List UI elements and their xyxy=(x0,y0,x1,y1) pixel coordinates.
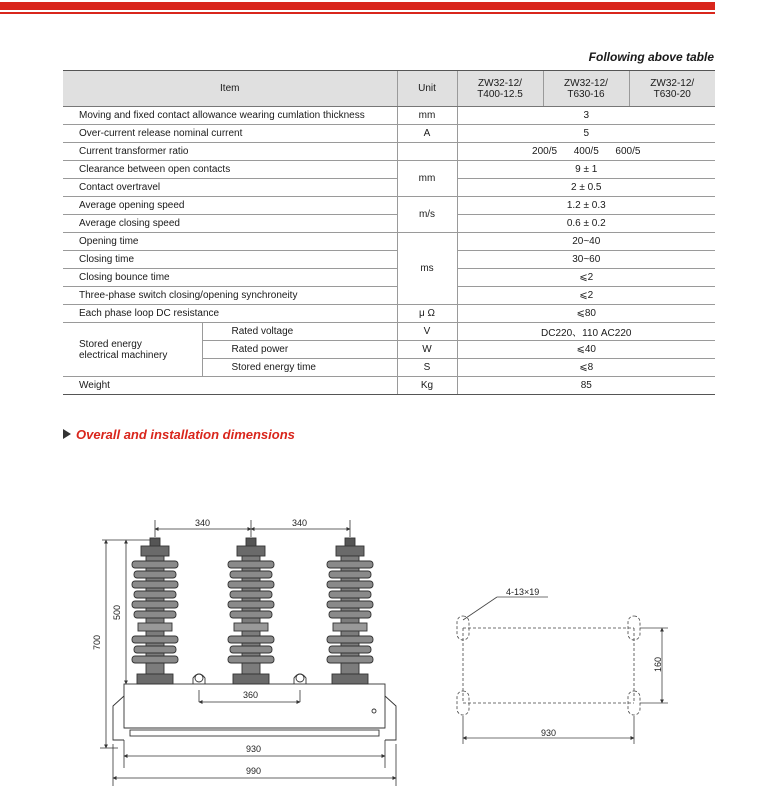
row-value: ⩽2 xyxy=(457,269,715,287)
section-title-text: Overall and installation dimensions xyxy=(76,427,295,442)
row-value: 2 ± 0.5 xyxy=(457,179,715,197)
table-caption: Following above table xyxy=(588,50,714,64)
row-item: Over-current release nominal current xyxy=(63,125,397,143)
row-subitem: Rated power xyxy=(202,341,397,359)
dim-340-left: 340 xyxy=(195,518,211,528)
row-value: 200/5 400/5 600/5 xyxy=(457,143,715,161)
row-value: 0.6 ± 0.2 xyxy=(457,215,715,233)
row-value: 1.2 ± 0.3 xyxy=(457,197,715,215)
dim-700: 700 xyxy=(92,634,102,650)
row-unit-merged: m/s xyxy=(397,197,457,233)
dim-990: 990 xyxy=(246,766,262,776)
row-item: Moving and fixed contact allowance wearing cumlation thickness xyxy=(63,107,397,125)
group-label: Stored energy electrical machinery xyxy=(63,323,202,377)
base-plan-drawing xyxy=(457,597,668,744)
row-value: 3 xyxy=(457,107,715,125)
row-value: 85 xyxy=(457,377,715,395)
row-item: Weight xyxy=(63,377,397,395)
dim-500: 500 xyxy=(112,604,122,620)
row-value: ⩽2 xyxy=(457,287,715,305)
row-value: ⩽8 xyxy=(457,359,715,377)
row-item: Contact overtravel xyxy=(63,179,397,197)
row-item: Closing time xyxy=(63,251,397,269)
insulator-right xyxy=(327,538,373,684)
row-value: 20~40 xyxy=(457,233,715,251)
row-unit-merged: mm xyxy=(397,161,457,197)
row-unit: V xyxy=(397,323,457,341)
row-item: Average opening speed xyxy=(63,197,397,215)
insulator-center xyxy=(228,538,274,684)
dim-340-right: 340 xyxy=(292,518,308,528)
header-unit: Unit xyxy=(397,71,457,107)
row-value: 30~60 xyxy=(457,251,715,269)
row-unit: Kg xyxy=(397,377,457,395)
dim-160: 160 xyxy=(653,656,663,672)
row-value: DC220、110 AC220 xyxy=(457,323,715,341)
row-unit: W xyxy=(397,341,457,359)
header-item: Item xyxy=(63,71,397,107)
row-subitem: Stored energy time xyxy=(202,359,397,377)
row-unit: mm xyxy=(397,107,457,125)
row-item: Each phase loop DC resistance xyxy=(63,305,397,323)
dim-930-base: 930 xyxy=(541,728,557,738)
dim-930-front: 930 xyxy=(246,744,262,754)
row-value: ⩽40 xyxy=(457,341,715,359)
header-model-3: ZW32-12/ T630-20 xyxy=(629,71,715,107)
row-item: Three-phase switch closing/opening synchroneity xyxy=(63,287,397,305)
row-item: Current transformer ratio xyxy=(63,143,397,161)
hole-spec-label: 4-13×19 xyxy=(506,587,540,597)
row-item: Opening time xyxy=(63,233,397,251)
row-unit: A xyxy=(397,125,457,143)
header-model-2: ZW32-12/ T630-16 xyxy=(543,71,629,107)
row-unit-merged: ms xyxy=(397,233,457,305)
row-unit: μ Ω xyxy=(397,305,457,323)
row-value: 5 xyxy=(457,125,715,143)
header-model-1: ZW32-12/ T400-12.5 xyxy=(457,71,543,107)
insulator-left xyxy=(132,538,178,684)
row-subitem: Rated voltage xyxy=(202,323,397,341)
row-unit: S xyxy=(397,359,457,377)
row-item: Closing bounce time xyxy=(63,269,397,287)
row-value: ⩽80 xyxy=(457,305,715,323)
row-value: 9 ± 1 xyxy=(457,161,715,179)
row-item: Clearance between open contacts xyxy=(63,161,397,179)
row-item: Average closing speed xyxy=(63,215,397,233)
front-view-drawing xyxy=(113,538,396,740)
dim-360: 360 xyxy=(243,690,259,700)
